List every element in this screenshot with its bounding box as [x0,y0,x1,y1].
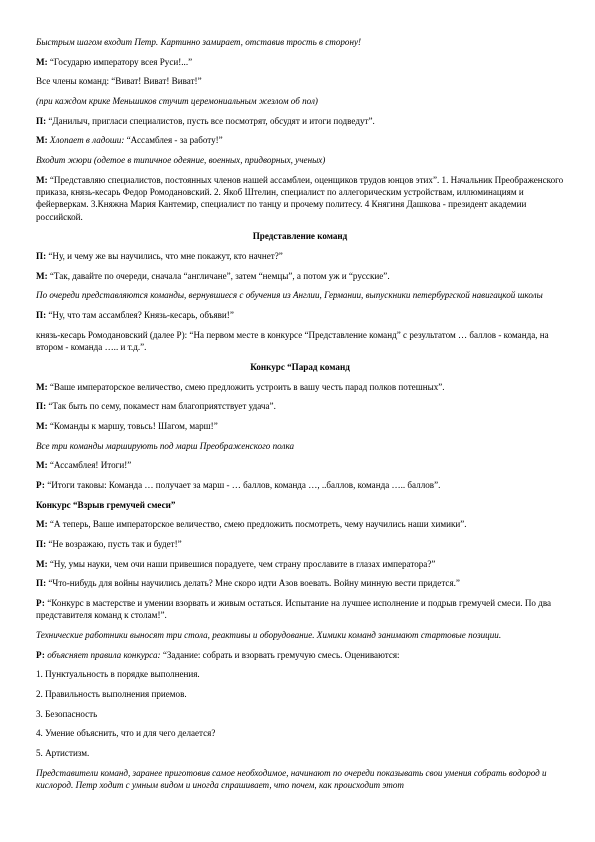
dialogue-line: Все члены команд: “Виват! Виват! Виват!” [36,76,202,87]
dialogue-line [36,56,564,68]
speaker-label: П: [36,401,47,412]
dialogue-line [36,538,564,550]
line-text: “Ну, и чему же вы научились, что мне покажут, кто начнет?” [46,251,283,262]
dialogue-line [36,558,564,570]
speaker-label: П: [36,539,47,549]
dialogue-line [36,381,564,393]
speaker-label: М: [36,381,48,392]
line-text: “Так, давайте по очереди, сначала “англичане”, затем “немцы”, а потом уж и “русские”. [47,270,390,281]
stage-direction: Технические работники выносят три стола, реактивы и оборудование. Химики команд занимают стартовые позиции. [36,630,502,641]
line-text: “Ну, что там ассамблея? Князь-кесарь, объяви!” [46,310,234,321]
line-text: “Ассамблея! Итоги!” [47,460,132,471]
section-heading-left: Конкурс “Взрыв гремучей смеси” [36,499,176,510]
speaker-label: М: [36,270,48,281]
stage-direction: Все три команды марширують под марш Преображенского полка [36,440,295,451]
speaker-label: П: [36,251,47,262]
speaker-label: Р: [36,479,45,490]
dialogue-line [36,134,564,146]
speaker-label: М: [36,519,48,530]
dialogue-line [36,479,564,491]
inline-direction: Хлопает в ладоши: [47,135,125,146]
inline-direction: объясняет правила конкурса: [44,649,161,660]
speaker-label: Р: [36,649,45,660]
stage-direction: Входит жюри (одетое в типичное одеяние, военных, придворных, ученых) [36,155,326,166]
section-heading: Представление команд [252,231,348,242]
list-item: 2. Правильность выполнения приемов. [36,689,187,700]
speaker-label: Р: [36,598,45,609]
speaker-label: М: [36,135,48,146]
line-text: “Конкурс в мастерстве и умении взорвать и живым остаться. Испытание на лучшее исполнение и подрыв гремучей смеси. По два представителя команд к столам!”. [36,598,552,621]
list-item: 5. Артистизм. [36,748,90,759]
list-item: 3. Безопасность [36,708,98,719]
speaker-label: М: [36,420,48,431]
dialogue-line: князь-кесарь Ромодановский (далее Р): “На первом месте в конкурсе “Представление команд” с результатом … баллов - команда, на втором - команда ….. и т.д.”. [36,329,549,353]
dialogue-line [36,174,564,223]
line-text: “Что-нибудь для войны научились делать? Мне скоро идти Азов воевать. Войну минную вести придется.” [46,578,460,589]
dialogue-line [36,420,564,432]
speaker-label: М: [36,460,48,471]
dialogue-line [36,115,564,127]
line-text: “Ну, умы науки, чем очи наши привешися порадуете, чем страну прославите в глазах императора?” [47,558,436,569]
speaker-label: П: [36,115,47,126]
line-text: “Представляю специалистов, постоянных членов нашей ассамблеи, оценщиков трудов юнцов этих”. 1. Начальник Преображенского приказа, князь-кесарь Федор Ромодановский. 2. Якоб Штелин, специалист по аллегорическим устройствам, иллюминациям и фейерверкам. 3.Княжна Мария Кантемир, специалист по танцу и прочему политесу. 4 Княгиня Дашкова - президент академии российской. [36,174,564,222]
section-heading: Конкурс “Парад команд [250,361,350,372]
speaker-label: М: [36,174,48,185]
stage-direction: По очереди представляются команды, вернувшиеся с обучения из Англии, Германии, выпускники петербургской навигацкой школы [36,290,543,301]
speaker-label: М: [36,558,48,569]
document-page [36,36,564,799]
list-item: 4. Умение объяснить, что и для чего делается? [36,728,216,739]
criteria-list [36,668,564,759]
dialogue-line [36,518,564,530]
dialogue-line [36,400,564,412]
stage-direction: Представители команд, заранее приготовив самое необходимое, начинают по очереди показывать свои умения собрать водород и кислород. Петр ходит с умным видом и иногда спрашивает, что почем, как происходит этот [36,767,547,791]
dialogue-line [36,270,564,282]
speaker-label: П: [36,578,47,589]
line-text: “Задание: собрать и взорвать гремучую смесь. Оцениваются: [160,649,400,660]
line-text: “Итоги таковы: Команда … получает за марш - … баллов, команда …, ..баллов, команда ….. баллов”. [44,479,441,490]
dialogue-line [36,250,564,262]
speaker-label: П: [36,310,47,321]
stage-direction: (при каждом крике Меньшиков стучит церемониальным жезлом об пол) [36,96,318,107]
line-text: “Государю императору всея Руси!...” [47,56,193,67]
line-text: “Команды к маршу, товьсь! Шагом, марш!” [47,420,218,431]
dialogue-line [36,459,564,471]
line-text: “Ассамблея - за работу!” [124,135,223,146]
line-text: “Ваше императорское величество, смею предложить устроить в вашу честь парад полков потешных”. [47,381,445,392]
stage-direction: Быстрым шагом входит Петр. Картинно замирает, отставив трость в сторону! [36,37,362,47]
list-item: 1. Пунктуальность в порядке выполнения. [36,669,200,680]
line-text: “Не возражаю, пусть так и будет!” [46,539,182,549]
dialogue-line [36,577,564,589]
line-text: “А теперь, Ваше императорское величество, смею предложить посмотреть, чему научились наши химики”. [47,519,467,530]
line-text: “Так быть по сему, покамест нам благоприятствует удача”. [46,401,276,412]
dialogue-line [36,649,564,661]
dialogue-line [36,597,564,622]
dialogue-line [36,309,564,321]
line-text: “Данилыч, пригласи специалистов, пусть все посмотрят, обсудят и итоги подведут”. [46,115,375,126]
speaker-label: М: [36,56,48,67]
